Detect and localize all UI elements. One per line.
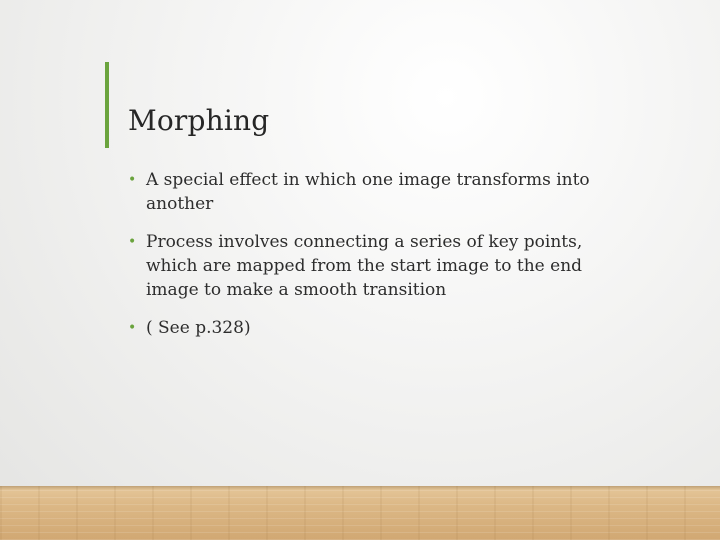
bullet-item (128, 230, 628, 302)
bullet-text: ( See p.328) (146, 318, 251, 338)
bullet-list (128, 168, 628, 354)
bullet-item (128, 316, 628, 340)
bullet-text: A special effect in which one image transforms into another (146, 170, 590, 214)
bullet-dot-icon: • (128, 234, 137, 250)
bullet-text: Process involves connecting a series of key points, which are mapped from the start image to the end image to make a smooth transition (146, 232, 583, 300)
bullet-dot-icon: • (128, 172, 137, 188)
slide-title: Morphing (128, 104, 270, 137)
title-accent-bar (105, 62, 109, 148)
bullet-dot-icon: • (128, 320, 137, 336)
bullet-item (128, 168, 628, 216)
wood-floor-decoration (0, 486, 720, 540)
